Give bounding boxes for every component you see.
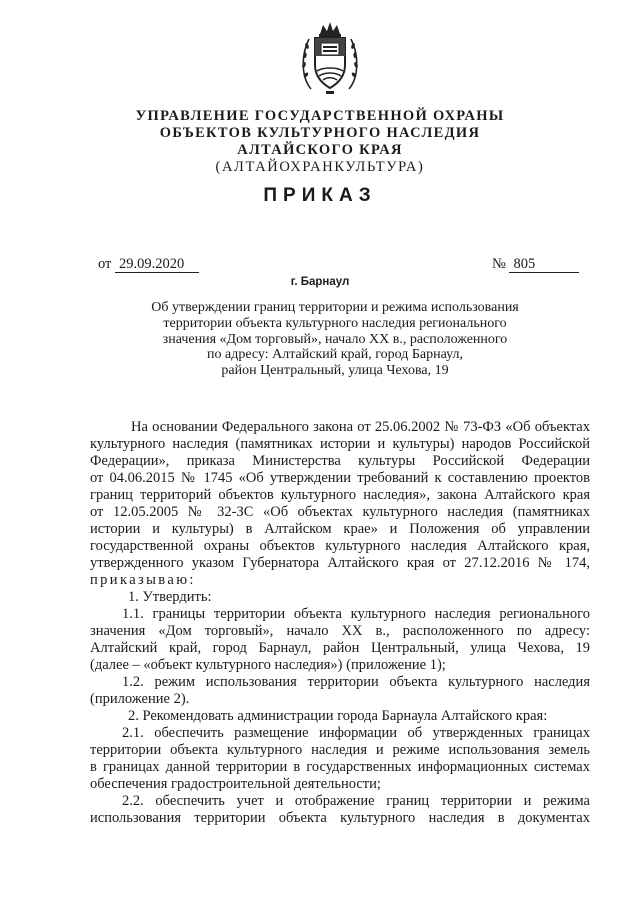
body-line: (далее – «объект культурного наследия») (приложение 1); <box>90 657 446 673</box>
body-line: истории и культуры) в Алтайском крае» и Положения об управлении <box>90 521 590 537</box>
document-subject <box>120 300 550 379</box>
document-date <box>98 256 199 273</box>
org-name-line-2: ОБЪЕКТОВ КУЛЬТУРНОГО НАСЛЕДИЯ <box>159 125 481 141</box>
body-line: 2.2. обеспечить учет и отображение границ территории и режима <box>122 793 590 809</box>
body-line: от 04.06.2015 № 1745 «Об утверждении требований к составлению проектов <box>90 470 590 486</box>
subject-line: район Центральный, улица Чехова, 19 <box>221 363 449 379</box>
subject-line: Об утверждении границ территории и режима использования <box>151 300 519 315</box>
body-line: (приложение 2). <box>90 691 190 707</box>
subject-line: значения «Дом торговый», начало XX в., расположенного <box>162 331 508 347</box>
body-line: 1. Утвердить: <box>128 589 212 605</box>
subject-line: территории объекта культурного наследия регионального <box>163 315 507 331</box>
body-line: границ территорий объектов культурного наследия», закона Алтайского края <box>90 487 590 503</box>
body-line: от 12.05.2005 № 32-ЗС «Об объектах культурного наследия (памятниках <box>90 504 590 520</box>
coat-of-arms-emblem <box>299 19 361 97</box>
date-prefix: от <box>98 256 112 272</box>
body-line: 1.1. границы территории объекта культурного наследия регионального <box>122 606 590 622</box>
document-number <box>492 256 579 273</box>
body-line: 2.1. обеспечить размещение информации об утвержденных границах <box>122 725 590 741</box>
body-line: 2. Рекомендовать администрации города Барнаула Алтайского края: <box>128 708 548 724</box>
date-value: 29.09.2020 <box>115 256 199 273</box>
number-prefix: № <box>492 256 506 272</box>
body-line: Алтайский край, город Барнаул, район Центральный, улица Чехова, 19 <box>90 640 590 656</box>
body-line: значения «Дом торговый», начало XX в., расположенного по адресу: <box>90 623 590 639</box>
body-line: культурного наследия (памятниках истории и культуры) народов Российской <box>90 436 590 452</box>
body-line: 1.2. режим использования территории объекта культурного наследия <box>122 674 590 690</box>
body-line-decree: приказываю: <box>90 572 196 588</box>
body-line: использования территории объекта культурного наследия в документах <box>90 810 590 826</box>
body-line: утвержденного указом Губернатора Алтайского края от 27.12.2016 № 174, <box>90 555 590 571</box>
body-line: в границах данной территории в государственных информационных системах <box>90 759 590 775</box>
org-name-line-1: УПРАВЛЕНИЕ ГОСУДАРСТВЕННОЙ ОХРАНЫ <box>135 108 505 124</box>
body-line: государственной охраны объектов культурного наследия Алтайского края, <box>90 538 590 554</box>
body-line: территории объекта культурного наследия и режиме использования земель <box>90 742 590 758</box>
document-title: ПРИКАЗ <box>263 185 377 206</box>
body-line: Федерации», приказа Министерства культуры Российской Федерации <box>90 453 590 469</box>
subject-line: по адресу: Алтайский край, город Барнаул, <box>207 347 463 363</box>
body-line: обеспечения градостроительной деятельности; <box>90 776 381 792</box>
number-value: 805 <box>509 256 579 273</box>
org-short-name: (АЛТАЙОХРАНКУЛЬТУРА) <box>215 159 425 175</box>
document-city: г. Барнаул <box>290 276 350 288</box>
org-name-line-3: АЛТАЙСКОГО КРАЯ <box>237 142 403 158</box>
body-line: На основании Федерального закона от 25.06.2002 № 73-ФЗ «Об объектах <box>131 419 590 435</box>
